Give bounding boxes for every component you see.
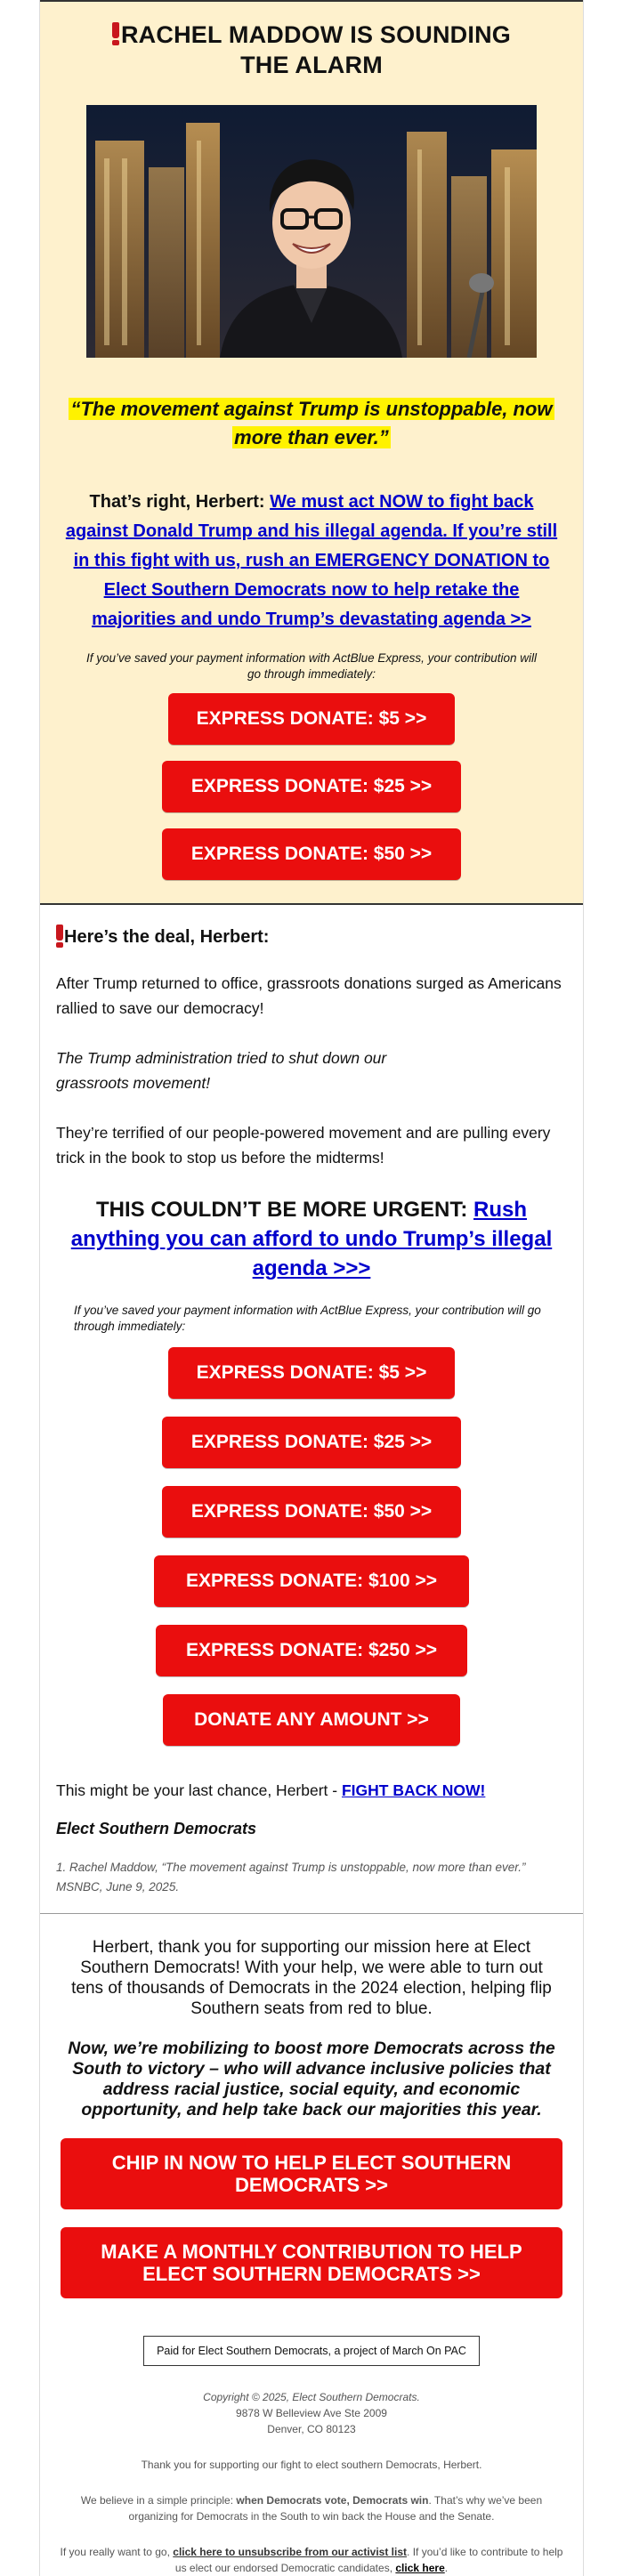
rachel-maddow-photo [86, 105, 537, 358]
principle-prefix: We believe in a simple principle: [80, 2494, 234, 2507]
divider [40, 1913, 583, 1914]
express-donate-25-button[interactable]: EXPRESS DONATE: $25 >> [162, 761, 461, 812]
unsubscribe-line [56, 2544, 567, 2576]
body-section [40, 905, 583, 2576]
express-donate-5-button-2[interactable]: EXPRESS DONATE: $5 >> [168, 1347, 455, 1399]
unsubscribe-end: . [444, 2562, 449, 2574]
thanks-paragraph: Herbert, thank you for supporting our mission here at Elect Southern Democrats! With your help, we were able to turn out tens of thousands of Democrats in the 2024 election, helping flip Southern seats from red to blue. [71, 1938, 552, 2018]
actblue-note-2: If you’ve saved your payment information with ActBlue Express, your contribution will go through immediately: [74, 1304, 541, 1333]
paid-for-disclaimer: Paid for Elect Southern Democrats, a project of March On PAC [143, 2336, 480, 2366]
unsubscribe-link[interactable]: click here to unsubscribe from our activist list [173, 2546, 408, 2558]
express-donate-5-button[interactable]: EXPRESS DONATE: $5 >> [168, 693, 455, 745]
endorsed-candidates-link[interactable]: click here [395, 2562, 445, 2574]
express-donate-100-button[interactable]: EXPRESS DONATE: $100 >> [154, 1555, 469, 1607]
rush-anything-link[interactable]: Rush anything you can afford to undo Trump’s illegal agenda >>> [70, 1198, 553, 1280]
paragraph-terrified: They’re terrified of our people-powered movement and are pulling every trick in the book to stop us before the midterms! [56, 1124, 551, 1167]
hero-section [40, 0, 583, 905]
paragraph-surge: After Trump returned to office, grassroots donations surged as Americans rallied to save our democracy! [56, 974, 562, 1017]
signature: Elect Southern Democrats [56, 1820, 257, 1837]
headline-line1: RACHEL MADDOW IS SOUNDING [120, 21, 511, 48]
lead-prefix: That’s right, Herbert: [89, 492, 265, 512]
last-chance-prefix: This might be your last chance, Herbert - [56, 1781, 338, 1799]
copyright: Copyright © 2025, Elect Southern Democrats. [203, 2391, 420, 2403]
monthly-contribution-button[interactable]: MAKE A MONTHLY CONTRIBUTION TO HELP ELECT SOUTHERN DEMOCRATS >> [61, 2227, 562, 2298]
express-donate-50-button-2[interactable]: EXPRESS DONATE: $50 >> [162, 1486, 461, 1538]
principle-suffix: . That’s why we’ve been organizing for Democrats in the South to win back the House and the Senate. [128, 2494, 543, 2523]
email-container [39, 0, 584, 2576]
headline-line2: THE ALARM [240, 52, 383, 78]
footnote: 1. Rachel Maddow, “The movement against Trump is unstoppable, now more than ever.” MSNBC, June 9, 2025. [56, 1861, 526, 1894]
urgent-callout [56, 1195, 567, 1283]
highlighted-quote: “The movement against Trump is unstoppable, now more than ever.” [70, 398, 553, 448]
paragraph-shutdown: The Trump administration tried to shut down our grassroots movement! [56, 1049, 387, 1092]
chip-in-button[interactable]: CHIP IN NOW TO HELP ELECT SOUTHERN DEMOCRATS >> [61, 2138, 562, 2209]
express-donate-250-button[interactable]: EXPRESS DONATE: $250 >> [156, 1625, 467, 1676]
fight-back-now-link[interactable]: FIGHT BACK NOW! [341, 1781, 486, 1799]
lead-paragraph [65, 488, 558, 634]
mobilize-paragraph: Now, we’re mobilizing to boost more Democrats across the South to victory – who will advance inclusive policies that address racial justice, social equity, and economic opportunity, and help take back our majorities this year. [68, 2039, 555, 2120]
exclamation-icon [56, 925, 62, 944]
copyright-block [56, 2389, 567, 2437]
address-line2: Denver, CO 80123 [267, 2423, 356, 2435]
deal-heading [56, 925, 567, 948]
thank-you-line: Thank you for supporting our fight to elect southern Democrats, Herbert. [141, 2459, 482, 2471]
unsubscribe-prefix: If you really want to go, [60, 2546, 170, 2558]
last-chance-line [56, 1781, 567, 1800]
emergency-donation-link[interactable]: We must act NOW to fight back against Donald Trump and his illegal agenda. If you’re still in this fight with us, rush an EMERGENCY DONATION to Elect Southern Democrats now to help retake the majorities and undo Trump’s devastating agenda >> [65, 492, 558, 629]
quote-block [65, 395, 558, 452]
exclamation-icon [112, 22, 119, 45]
express-donate-25-button-2[interactable]: EXPRESS DONATE: $25 >> [162, 1417, 461, 1468]
principle-bold: when Democrats vote, Democrats win [236, 2494, 429, 2507]
express-donate-50-button[interactable]: EXPRESS DONATE: $50 >> [162, 828, 461, 880]
urgent-prefix: THIS COULDN’T BE MORE URGENT: [96, 1198, 468, 1222]
headline [65, 20, 558, 80]
principle-line [56, 2492, 567, 2524]
address-line1: 9878 W Belleview Ave Ste 2009 [236, 2407, 387, 2419]
donate-any-amount-button[interactable]: DONATE ANY AMOUNT >> [163, 1694, 460, 1746]
unsubscribe-mid: . If you’d like to contribute to help us elect our endorsed Democratic candidates, [174, 2546, 563, 2574]
actblue-note: If you’ve saved your payment information with ActBlue Express, your contribution will go through immediately: [86, 651, 537, 681]
deal-heading-text: Here’s the deal, Herbert: [64, 927, 270, 947]
